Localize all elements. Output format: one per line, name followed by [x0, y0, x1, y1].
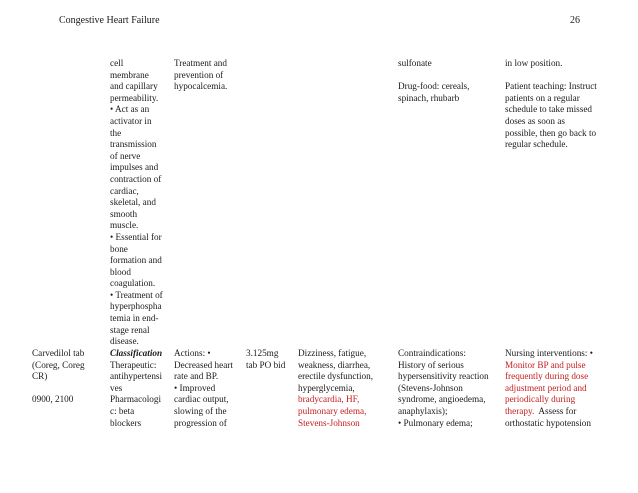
cell-line: transmission [110, 139, 157, 150]
cell-line: anaphylaxis); [398, 405, 448, 416]
cell-line: blood [110, 266, 131, 277]
cell-line: syndrome, angioedema, [398, 394, 486, 405]
cell-line: doses as soon as [505, 115, 565, 126]
cell-line: Therapeutic: [110, 359, 157, 370]
cell-line: patients on a regular [505, 92, 580, 103]
classification-cell [110, 348, 162, 429]
cell-line: rate and BP. [174, 371, 219, 382]
cell-line: c: beta [110, 405, 135, 416]
actions-cell [174, 348, 233, 429]
cell-line: History of serious [398, 359, 464, 370]
interactions-continued-cell [398, 58, 469, 104]
cell-line: • Essential for [110, 231, 162, 242]
warning-line: therapy. [505, 405, 535, 416]
cell-line: • Pulmonary edema; [398, 417, 473, 428]
cell-line: ves [110, 382, 123, 393]
uses-continued-cell [174, 58, 227, 93]
cell-line: stage renal [110, 324, 150, 335]
cell-line: formation and [110, 255, 162, 266]
cell-line: • Improved [174, 382, 216, 393]
cell-line: temia in end- [110, 313, 159, 324]
cell-line: Assess for [534, 405, 577, 416]
document-title: Congestive Heart Failure [59, 15, 160, 26]
cell-line: cell [110, 58, 124, 68]
cell-line: permeability. [110, 92, 159, 103]
drug-name: Carvedilol tab [32, 348, 85, 358]
cell-line: possible, then go back to [505, 127, 597, 138]
mechanism-continued-cell [110, 58, 163, 348]
dose-amount: 3.125mg [246, 348, 279, 358]
cell-line: coagulation. [110, 278, 156, 289]
cell-line: antihypertensi [110, 371, 163, 382]
cell-line: activator in [110, 115, 152, 126]
blank-line [505, 70, 597, 82]
warning-line: adjustment period and [505, 382, 587, 393]
cell-line: membrane [110, 69, 149, 80]
cell-line: hyperphospha [110, 301, 162, 312]
cell-line: contraction of [110, 173, 162, 184]
cell-line: progression of [174, 417, 227, 428]
cell-line: Nursing interventions: • [505, 348, 593, 358]
page-number: 26 [570, 15, 580, 26]
warning-line: periodically during [505, 394, 576, 405]
contraindications-cell [398, 348, 489, 429]
cell-line: the [110, 127, 122, 138]
warning-line: Monitor BP and pulse [505, 359, 586, 370]
cell-line: muscle. [110, 220, 139, 231]
dose-cell [246, 348, 285, 371]
cell-line: Dizziness, fatigue, [298, 348, 367, 358]
serious-effect-line: bradycardia, HF, [298, 394, 360, 405]
cell-line: weakness, diarrhea, [298, 359, 371, 370]
cell-line: regular schedule. [505, 139, 568, 150]
cell-line: prevention of [174, 69, 224, 80]
drug-brand: (Coreg, Coreg [32, 359, 85, 370]
cell-line: disease. [110, 336, 139, 347]
cell-line: • Act as an [110, 104, 150, 115]
cell-line: skeletal, and [110, 197, 156, 208]
cell-line: hypocalcemia. [174, 81, 228, 92]
administration-times: 0900, 2100 [32, 394, 74, 405]
cell-line: and capillary [110, 81, 158, 92]
cell-line: impulses and [110, 162, 159, 173]
cell-line: schedule to take missed [505, 104, 593, 115]
warning-line: frequently during dose [505, 371, 589, 382]
cell-line: slowing of the [174, 405, 227, 416]
cell-line: erectile dysfunction, [298, 371, 374, 382]
cell-line: cardiac, [110, 185, 139, 196]
cell-line: sulfonate [398, 58, 432, 68]
blank-line [398, 70, 469, 82]
cell-line: • Treatment of [110, 289, 163, 300]
serious-effect-line: Stevens-Johnson [298, 417, 360, 428]
cell-line: Actions: • [174, 348, 211, 358]
cell-line: cardiac output, [174, 394, 229, 405]
cell-line: orthostatic hypotension [505, 417, 591, 428]
cell-line: hyperglycemia, [298, 382, 355, 393]
cell-line: Treatment and [174, 58, 227, 68]
cell-line: smooth [110, 208, 138, 219]
dose-route-frequency: tab PO bid [246, 359, 286, 370]
serious-effect-line: pulmonary edema, [298, 405, 367, 416]
cell-line: Decreased heart [174, 359, 233, 370]
classification-heading: Classification [110, 348, 163, 358]
cell-line: hypersensitivity reaction [398, 371, 489, 382]
cell-line: bone [110, 243, 128, 254]
cell-line: Patient teaching: Instruct [505, 81, 597, 92]
cell-line: in low position. [505, 58, 563, 68]
cell-line: (Stevens-Johnson [398, 382, 463, 393]
drug-brand: CR) [32, 371, 48, 382]
blank-line [32, 383, 85, 395]
nursing-continued-cell [505, 58, 597, 151]
drug-name-cell [32, 348, 85, 406]
side-effects-cell [298, 348, 373, 429]
cell-line: Drug-food: cereals, [398, 81, 470, 92]
cell-line: blockers [110, 417, 142, 428]
cell-line: spinach, rhubarb [398, 92, 460, 103]
cell-line: of nerve [110, 150, 141, 161]
cell-line: Contraindications: [398, 348, 466, 358]
cell-line: Pharmacologi [110, 394, 162, 405]
nursing-interventions-cell [505, 348, 593, 429]
